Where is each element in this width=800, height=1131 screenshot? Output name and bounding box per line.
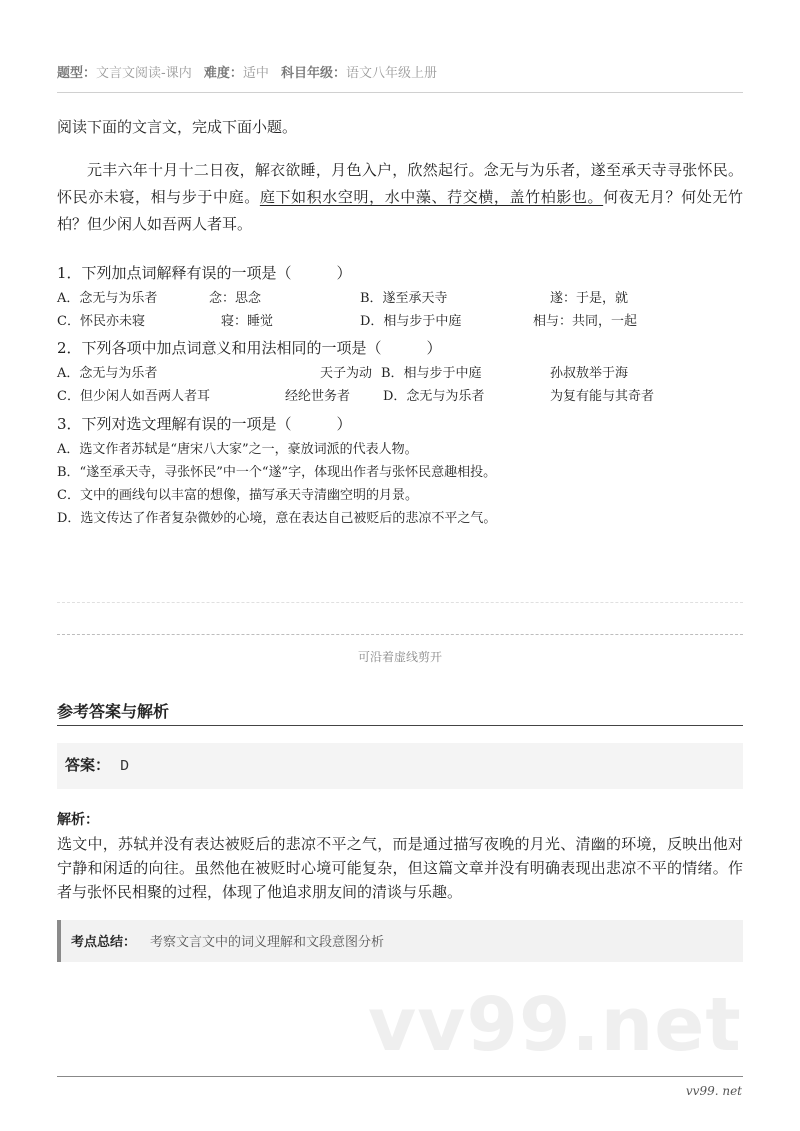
option-b-gloss: 遂：于是，就	[550, 291, 629, 306]
instruction-text: 阅读下面的文言文，完成下面小题。	[57, 118, 298, 136]
cut-line-top	[57, 602, 743, 603]
option-c: C．怀民亦未寝	[57, 314, 145, 329]
summary-value: 考察文言文中的词义理解和文段意图分析	[150, 935, 385, 950]
type-label: 题型：	[57, 66, 97, 81]
answer-label: 答案：	[65, 756, 111, 774]
passage-text: 元丰六年十月十二日夜，解衣欲睡，月色入户，欣然起行。念无与为乐者，遂至承天寺寻张怀民。怀民亦未寝，相与步于中庭。	[57, 161, 743, 206]
header-divider	[57, 92, 743, 93]
analysis-label: 解析：	[57, 812, 99, 828]
option-d: D．选文传达了作者复杂微妙的心境，意在表达自己被贬后的悲凉不平之气。	[57, 511, 497, 526]
difficulty-label: 难度：	[203, 66, 243, 81]
footer-site-name: vv99. net	[685, 1084, 742, 1098]
option-a: A．念无与为乐者	[57, 291, 158, 306]
question-meta	[57, 62, 743, 81]
option-b: B．“遂至承天寺，寻张怀民”中一个“遂”字，体现出作者与张怀民意趣相投。	[57, 465, 497, 480]
option-c-gloss: 寝：睡觉	[221, 314, 274, 329]
option-c: C．但少闲人如吾两人者耳	[57, 389, 210, 404]
difficulty-value: 适中	[242, 66, 269, 81]
option-c: C．文中的画线句以丰富的想像，描写承天寺清幽空明的月景。	[57, 488, 418, 503]
question-1-title: 1．下列加点词解释有误的一项是（ ）	[57, 264, 352, 282]
key-point-summary	[57, 920, 743, 962]
type-value: 文言文阅读-课内	[96, 66, 192, 81]
footer-divider	[57, 1076, 743, 1077]
option-b: B．遂至承天寺	[360, 291, 448, 306]
option-a-gloss: 念：思念	[209, 291, 262, 306]
option-a: A．念无与为乐者	[57, 366, 158, 381]
summary-label: 考点总结：	[71, 935, 137, 950]
subject-label: 科目年级：	[281, 66, 347, 81]
passage-text-end: 何夜无月？何处无竹柏？但少闲人如吾两人者耳。	[57, 188, 743, 233]
option-b-gloss: 孙叔敖举于海	[550, 366, 629, 381]
watermark-logo: vv99.net	[368, 982, 742, 1068]
underlined-sentence: 庭下如积水空明，水中藻、荇交横，盖竹柏影也。	[259, 188, 604, 206]
answer-section-divider	[57, 725, 743, 726]
option-d-gloss: 为复有能与其奇者	[550, 389, 655, 404]
option-c-gloss: 经纶世务者	[285, 389, 351, 404]
option-d: D．念无与为乐者	[383, 389, 485, 404]
answer-section-title: 参考答案与解析	[57, 702, 170, 721]
answer-value: D	[120, 758, 130, 775]
option-d-gloss: 相与：共同，一起	[533, 314, 638, 329]
subject-value: 语文八年级上册	[346, 66, 438, 81]
classical-passage	[57, 157, 743, 238]
cut-line-bottom	[57, 634, 743, 635]
cut-note: 可沿着虚线剪开	[357, 650, 442, 664]
questions-block	[57, 262, 743, 542]
option-d: D．相与步于中庭	[360, 314, 462, 329]
question-3-title: 3．下列对选文理解有误的一项是（ ）	[57, 415, 352, 433]
question-3-options	[57, 438, 496, 530]
option-a: A．选文作者苏轼是“唐宋八大家”之一，豪放词派的代表人物。	[57, 442, 418, 457]
analysis-text: 选文中，苏轼并没有表达被贬后的悲凉不平之气，而是通过描写夜晚的月光、清幽的环境，反映出他对宁静和闲适的向往。虽然他在被贬时心境可能复杂，但这篇文章并没有明确表现出悲凉不平的情绪。作者与张怀民相聚的过程，体现了他追求朋友间的清谈与乐趣。	[57, 835, 743, 901]
answer-box	[57, 743, 743, 789]
question-2-title: 2．下列各项中加点词意义和用法相同的一项是（ ）	[57, 339, 442, 357]
option-a-gloss: 天子为动	[320, 366, 373, 381]
option-b: B．相与步于中庭	[381, 366, 482, 381]
